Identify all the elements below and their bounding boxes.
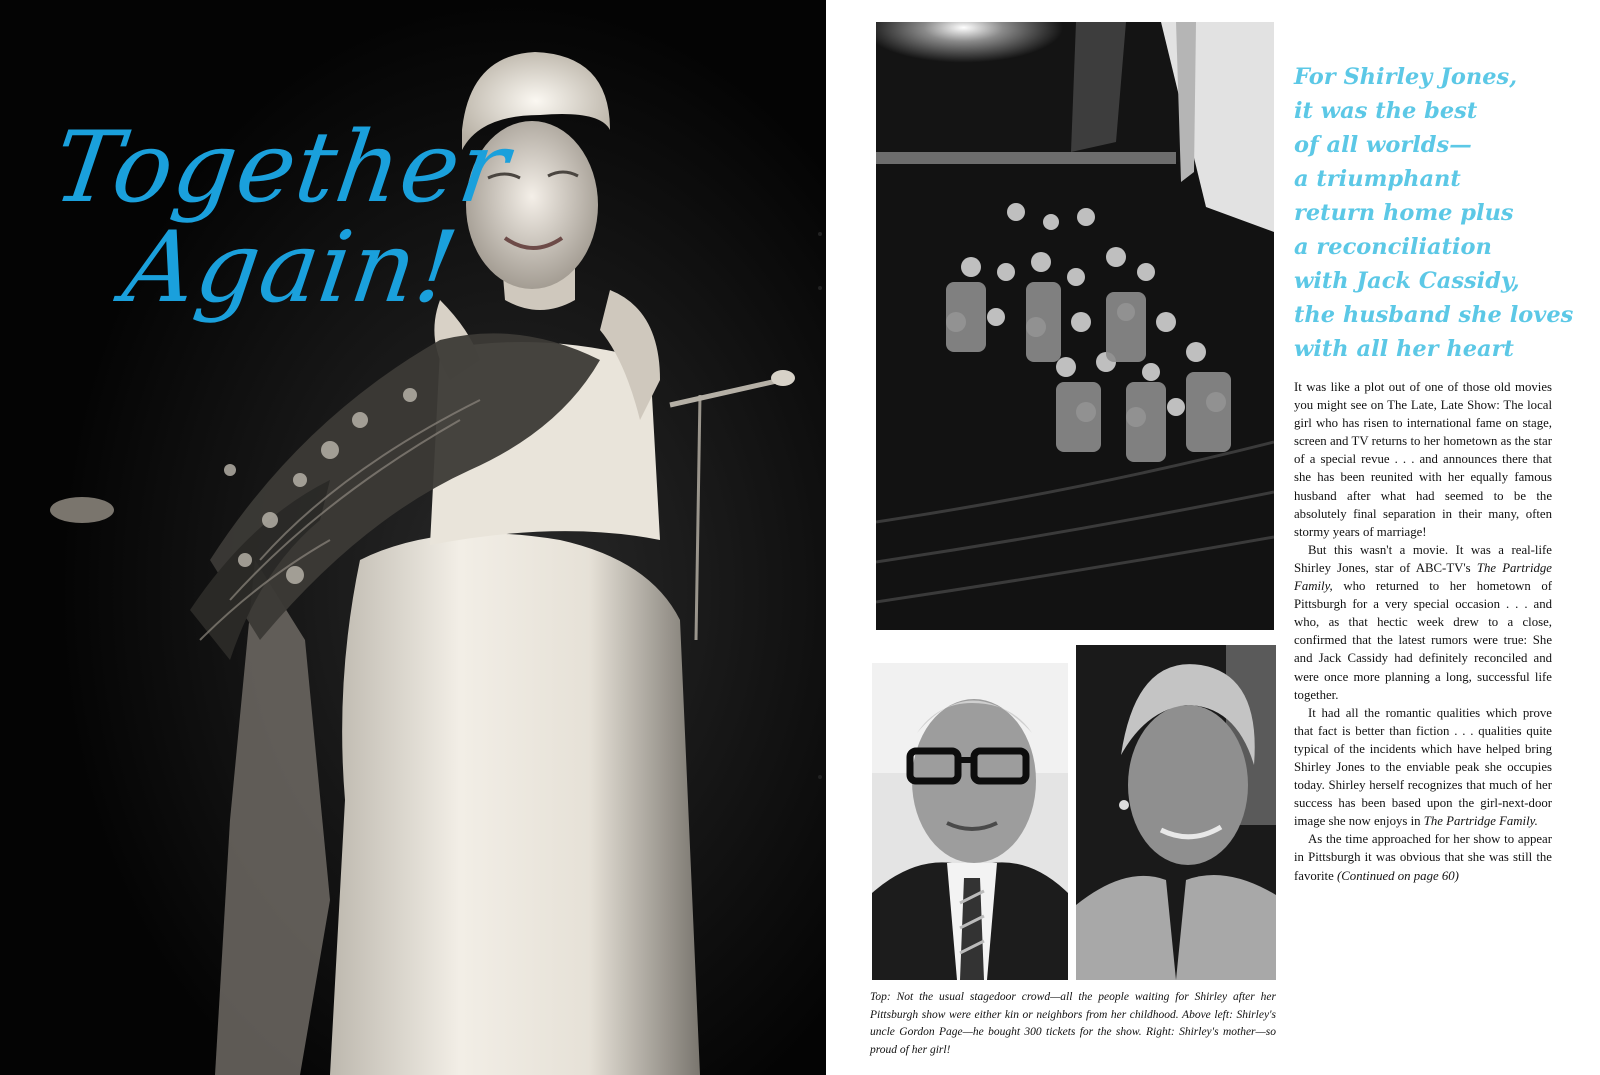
deck-line: it was the best — [1294, 98, 1478, 124]
show-title: The Partridge Family. — [1423, 814, 1538, 829]
article-paragraph: It was like a plot out of one of those old movies you might see on The Late, Late Show: The local girl who has risen to international fame on stage, screen and TV returns to her hometown as the star of a special revue . . . and announces there that she has been reunited with her equally famous husband after what had seemed to be the absolutely final separation in their many, often stormy years of marriage! — [1294, 380, 1552, 539]
deck-line: the husband she loves — [1294, 302, 1574, 328]
photo-stagedoor-crowd — [876, 22, 1274, 630]
continued-link[interactable]: (Continued on page 60) — [1337, 868, 1459, 883]
article-text: As the time approached for her show to appear in Pittsburgh it was obvious that she was still the favorite — [1294, 832, 1552, 883]
right-page — [826, 0, 1600, 1075]
headline-line-1: Together — [46, 111, 516, 225]
article-paragraph — [1294, 704, 1552, 831]
article-paragraph — [1294, 830, 1552, 884]
deck-line: a reconciliation — [1294, 234, 1492, 260]
deck-line: of all worlds— — [1294, 132, 1472, 158]
headline — [46, 111, 516, 325]
gutter-dot — [818, 775, 822, 779]
article-paragraph — [1294, 541, 1552, 704]
gutter-dot — [818, 232, 822, 236]
deck-line: a triumphant — [1294, 166, 1461, 192]
deck — [1294, 60, 1594, 366]
article-text: It had all the romantic qualities which prove that fact is better than fiction . . . qualities quite typical of the incidents which have helped bring Shirley Jones to the enviable peak she occupies today. Shirley herself recognizes that much of her success has been based upon the girl-next-door image she now enjoys in — [1294, 705, 1552, 829]
deck-line: For Shirley Jones, — [1294, 64, 1518, 90]
article-body — [1294, 378, 1552, 885]
photo-caption: Top: Not the usual stagedoor crowd—all the people waiting for Shirley after her Pittsburgh show were either kin or neighbors from her childhood. Above left: Shirley's uncle Gordon Page—he bought 300 tickets for the show. Right: Shirley's mother—so proud of her girl! — [870, 991, 1276, 1056]
article-text: But this wasn't a movie. It was a real-life Shirley Jones, star of ABC-TV's — [1294, 542, 1552, 575]
show-title: The Partridge Family, — [1294, 560, 1552, 594]
gutter-dot — [818, 286, 822, 290]
deck-line: with all her heart — [1294, 336, 1514, 362]
photo-shirleys-mother — [1076, 645, 1276, 980]
deck-line: with Jack Cassidy, — [1294, 268, 1520, 294]
headline-line-2: Again! — [116, 211, 465, 325]
article-text: who returned to her hometown of Pittsburgh for a very special occasion . . . and who, as that hectic week drew to a close, confirmed that the latest rumors were true: She and Jack Cassidy had definitely reconciled and were once more planning a long, successful life together. — [1294, 579, 1552, 702]
photo-uncle-gordon-page — [872, 663, 1068, 980]
deck-line: return home plus — [1294, 200, 1514, 226]
